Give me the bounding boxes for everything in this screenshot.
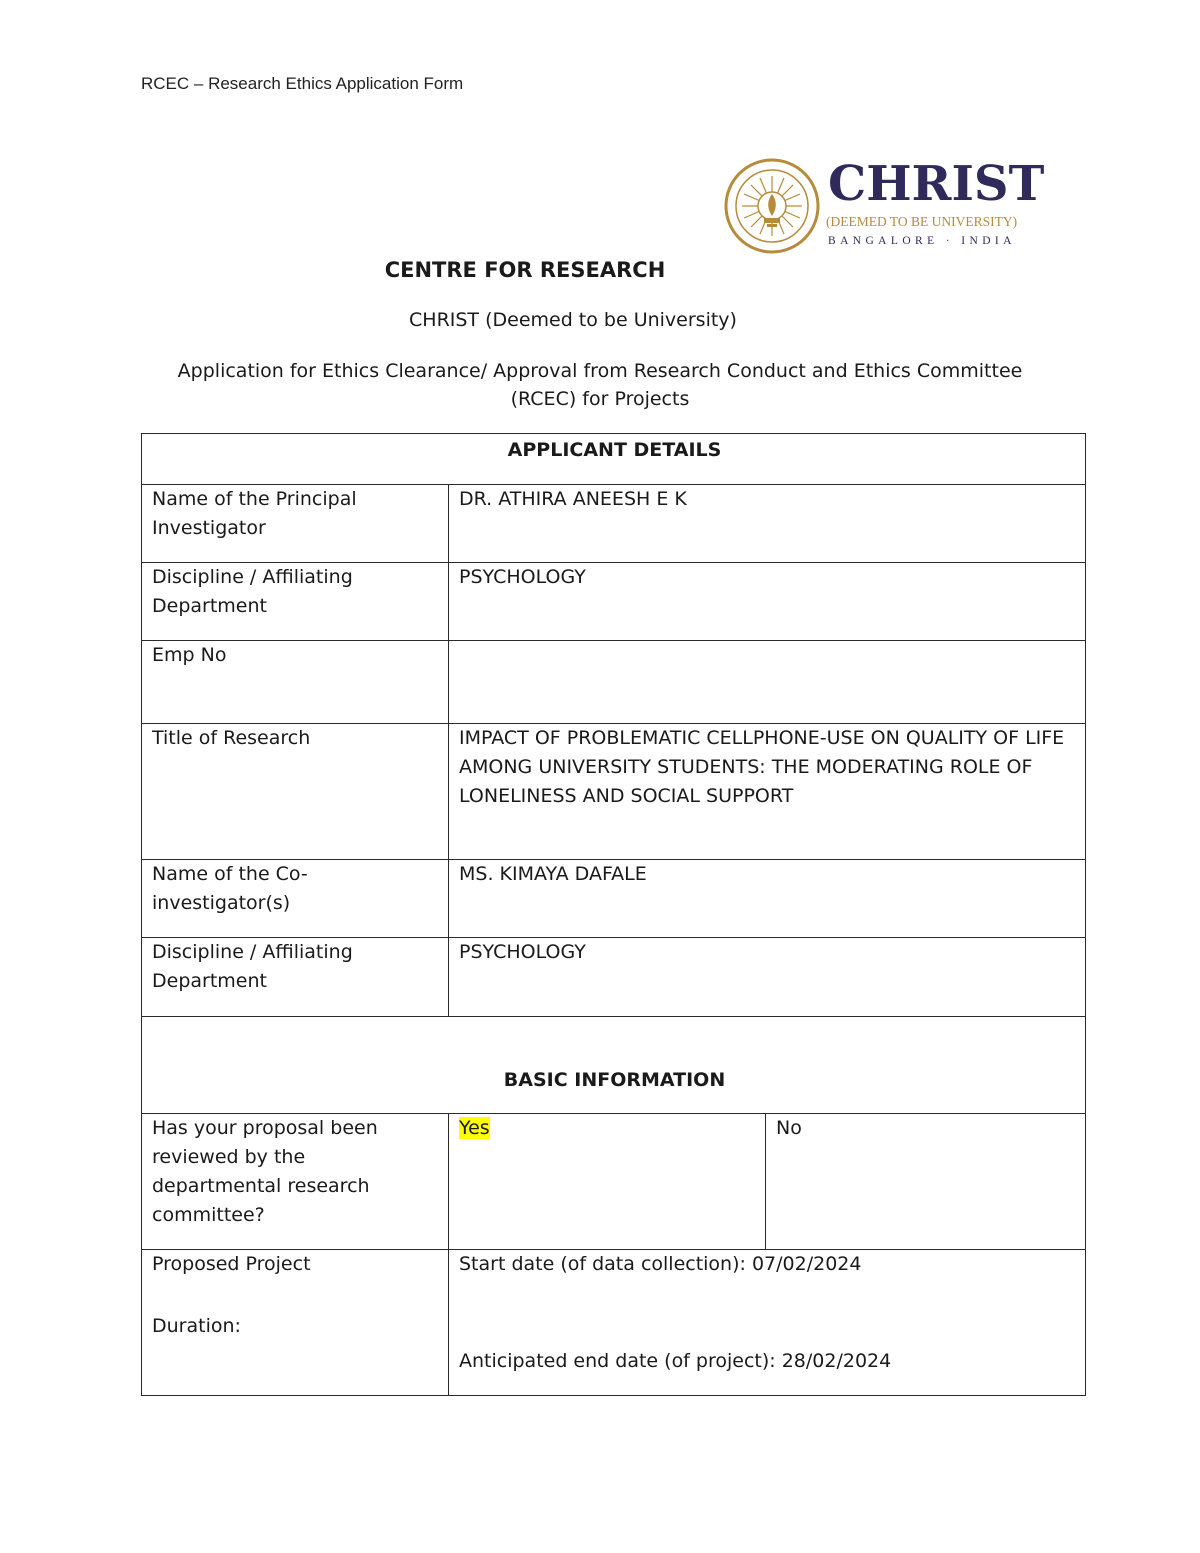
co-investigator-label: Name of the Co-investigator(s): [142, 860, 449, 938]
pi-name-label: Name of the Principal Investigator: [142, 485, 449, 563]
duration-value[interactable]: [449, 1250, 1086, 1396]
application-form-table: [141, 433, 1086, 1396]
review-question: Has your proposal been reviewed by the departmental research committee?: [142, 1114, 449, 1250]
table-row: [142, 1250, 1086, 1396]
pi-department-label: Discipline / Affiliating Department: [142, 563, 449, 641]
table-row: [142, 938, 1086, 1017]
end-date[interactable]: Anticipated end date (of project): 28/02/2024: [459, 1350, 892, 1372]
review-yes-cell[interactable]: [449, 1114, 766, 1250]
duration-label-line1: Proposed Project: [152, 1253, 311, 1275]
applicant-details-heading: APPLICANT DETAILS: [142, 434, 1086, 485]
co-department-value[interactable]: PSYCHOLOGY: [449, 938, 1086, 1017]
co-investigator-value[interactable]: MS. KIMAYA DAFALE: [449, 860, 1086, 938]
page-header: RCEC – Research Ethics Application Form: [141, 74, 464, 93]
application-subtitle: Application for Ethics Clearance/ Approval from Research Conduct and Ethics Committee (RCEC) for Projects: [177, 360, 1023, 410]
university-logo: [722, 150, 1045, 262]
university-name: CHRIST (Deemed to be University): [409, 309, 737, 331]
pi-department-value[interactable]: PSYCHOLOGY: [449, 563, 1086, 641]
table-row: [142, 641, 1086, 724]
logo-wordmark: CHRIST: [828, 156, 1045, 212]
table-row: [142, 724, 1086, 860]
research-title-value[interactable]: IMPACT OF PROBLEMATIC CELLPHONE-USE ON QUALITY OF LIFE AMONG UNIVERSITY STUDENTS: THE MODERATING ROLE OF LONELINESS AND SOCIAL SUPPORT: [449, 724, 1086, 860]
co-department-label: Discipline / Affiliating Department: [142, 938, 449, 1017]
pi-name-value[interactable]: DR. ATHIRA ANEESH E K: [449, 485, 1086, 563]
research-title-label: Title of Research: [142, 724, 449, 860]
page-title: CENTRE FOR RESEARCH: [384, 258, 666, 282]
duration-label: [142, 1250, 449, 1396]
duration-label-line2: Duration:: [152, 1315, 241, 1337]
basic-information-header-row: [142, 1017, 1086, 1114]
applicant-details-header-row: [142, 434, 1086, 485]
review-no-option[interactable]: No: [776, 1117, 802, 1139]
table-row: [142, 563, 1086, 641]
logo-subtitle: (DEEMED TO BE UNIVERSITY): [826, 214, 1018, 229]
university-seal-icon: [722, 150, 822, 262]
logo-location: BANGALORE · INDIA: [828, 235, 1016, 247]
review-no-cell[interactable]: [766, 1114, 1086, 1250]
start-date[interactable]: Start date (of data collection): 07/02/2024: [459, 1253, 862, 1275]
emp-no-label: Emp No: [142, 641, 449, 724]
emp-no-value[interactable]: [449, 641, 1086, 724]
table-row: [142, 1114, 1086, 1250]
basic-information-heading: BASIC INFORMATION: [142, 1017, 1086, 1114]
review-yes-option[interactable]: Yes: [459, 1117, 490, 1139]
table-row: [142, 485, 1086, 563]
table-row: [142, 860, 1086, 938]
